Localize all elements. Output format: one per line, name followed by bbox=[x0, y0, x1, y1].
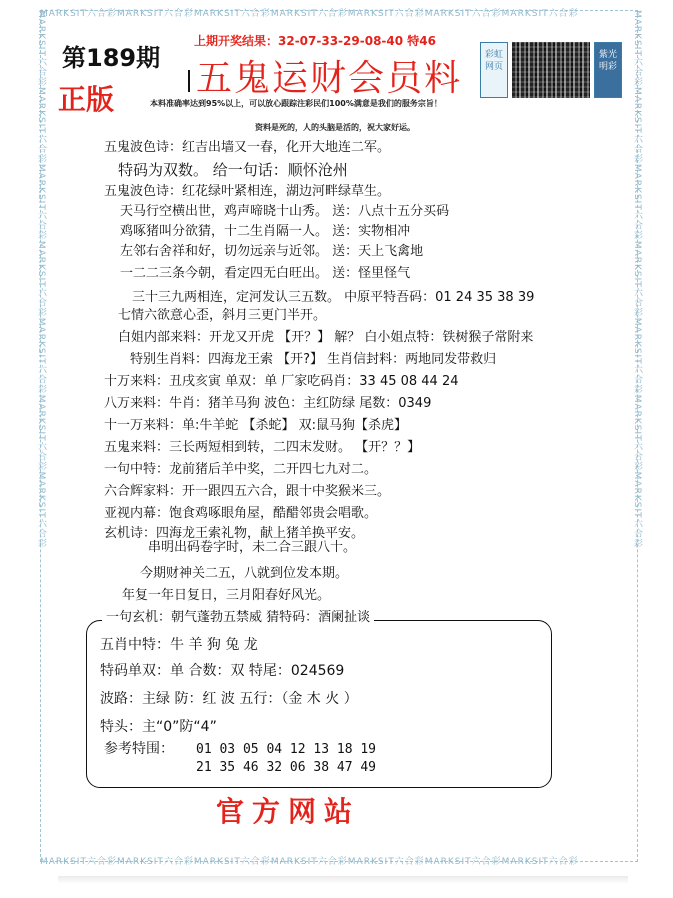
qr-code-block bbox=[480, 42, 622, 98]
body-line: 五鬼波色诗：红花绿叶紧相连，湖边河畔绿草生。 bbox=[104, 184, 391, 199]
odd-even: 特码单双：单 合数：双 特尾：024569 bbox=[100, 663, 345, 679]
reference-label: 参考特围： bbox=[104, 741, 174, 757]
main-title: 五鬼运财会员料 bbox=[196, 58, 463, 99]
issue-number: 第189期 bbox=[62, 44, 161, 72]
wave-elements: 波路：主绿 防：红 波 五行：（金 木 火 ） bbox=[100, 691, 358, 707]
qr-right-label: 紫光明彩 bbox=[594, 42, 622, 98]
qr-left-label: 彩虹网页 bbox=[480, 42, 508, 98]
reference-row-1: 01 03 05 04 12 13 18 19 bbox=[196, 742, 377, 757]
body-line: 年复一年日复日，三月阳春好风光。 bbox=[122, 588, 331, 603]
body-line: 五鬼来料：三长两短相到转，二四末发财。 【开？？】 bbox=[104, 440, 421, 455]
head-digit: 特头：主“0”防“4” bbox=[100, 719, 217, 735]
body-line: 左邻右舍祥和好，切勿远亲与近邻。 送：天上飞禽地 bbox=[120, 244, 424, 259]
body-line: 一句中特：龙前猪后羊中奖，二开四七九对二。 bbox=[104, 462, 378, 477]
summary-box-head: 一句玄机：朝气蓬勃五禁威 猜特码：酒阑扯谈 bbox=[102, 606, 374, 625]
watermark-left: MARKSIT六合彩MARKSIT六合彩MARKSIT六合彩MARKSIT六合彩MARKSIT六合彩MARKSIT六合彩MARKSIT六合彩 bbox=[36, 10, 46, 549]
body-line: 三十三九两相连，定河发认三五数。 中原平特吾码：01 24 35 38 39 bbox=[132, 290, 535, 305]
body-line: 白姐内部来料：开龙又开虎 【开？】 解？ 白小姐点特：铁树猴子常附来 bbox=[118, 330, 534, 345]
official-website-label: 官方网站 bbox=[216, 795, 361, 828]
body-line: 六合辉家料：开一跟四五六合，跟十中奖猴米三。 bbox=[104, 484, 391, 499]
accuracy-notice: 本料准确率达到95%以上，可以放心跟踪注彩民们100%满意是我们的服务宗旨！ bbox=[150, 99, 442, 108]
body-line: 十万来料：丑戌亥寅 单双：单 厂家吃码肖：33 45 08 44 24 bbox=[104, 374, 459, 389]
watermark-top: MARKSIT六合彩MARKSIT六合彩MARKSIT六合彩MARKSIT六合彩MARKSIT六合彩MARKSIT六合彩MARKSIT六合彩 bbox=[40, 9, 579, 18]
body-line: 今期财神关二五，八就到位发本期。 bbox=[140, 566, 349, 581]
body-line: 一二二三条今朝，看定四无白旺出。 送：怪里怪气 bbox=[120, 266, 411, 281]
body-line: 鸡啄猪叫分欲猜，十二生肖隔一人。 送：实物相冲 bbox=[120, 224, 411, 239]
five-zodiac: 五肖中特：牛 羊 狗 兔 龙 bbox=[100, 637, 258, 653]
reference-row-2: 21 35 46 32 06 38 47 49 bbox=[196, 760, 377, 775]
body-line: 八万来料：牛肖：猪羊马狗 波色：主红防绿 尾数：0349 bbox=[104, 396, 432, 411]
edition-label: 正版 bbox=[58, 83, 115, 116]
body-line: 天马行空横出世，鸡声啼晓十山秀。 送：八点十五分买码 bbox=[120, 204, 450, 219]
body-line: 十一万来料：单:牛羊蛇 【杀蛇】 双:鼠马狗【杀虎】 bbox=[104, 418, 408, 433]
body-line: 玄机诗：四海龙王索礼物，献上猪羊换平安。 bbox=[104, 526, 365, 541]
body-line: 五鬼波色诗：红吉出墙又一春，化开大地连二军。 bbox=[104, 140, 391, 155]
qr-code-icon bbox=[512, 42, 590, 98]
body-line: 亚视内幕：饱食鸡啄眼角屋，酷醋邻贵会唱歌。 bbox=[104, 506, 378, 521]
good-luck-notice: 资料是死的，人的头脑是活的，祝大家好运。 bbox=[255, 123, 415, 132]
previous-result: 上期开奖结果：32-07-33-29-08-40 特46 bbox=[194, 34, 436, 48]
body-line: 特别生肖料：四海龙王索 【开?】 生肖信封料：两地同发带救归 bbox=[130, 352, 497, 367]
body-line: 特码为双数。 给一句话：顺怀沧州 bbox=[118, 161, 348, 179]
body-line: 七情六欲意心歪，斜月三更门半开。 bbox=[118, 308, 327, 323]
body-line: 串明出码卷字时，未二合三跟八十。 bbox=[148, 540, 357, 555]
watermark-bottom: MARKSIT六合彩MARKSIT六合彩MARKSIT六合彩MARKSIT六合彩MARKSIT六合彩MARKSIT六合彩MARKSIT六合彩 bbox=[40, 857, 579, 866]
scan-shadow bbox=[58, 876, 628, 884]
title-divider bbox=[188, 70, 190, 92]
watermark-right: MARKSIT六合彩MARKSIT六合彩MARKSIT六合彩MARKSIT六合彩MARKSIT六合彩MARKSIT六合彩MARKSIT六合彩 bbox=[632, 10, 642, 549]
